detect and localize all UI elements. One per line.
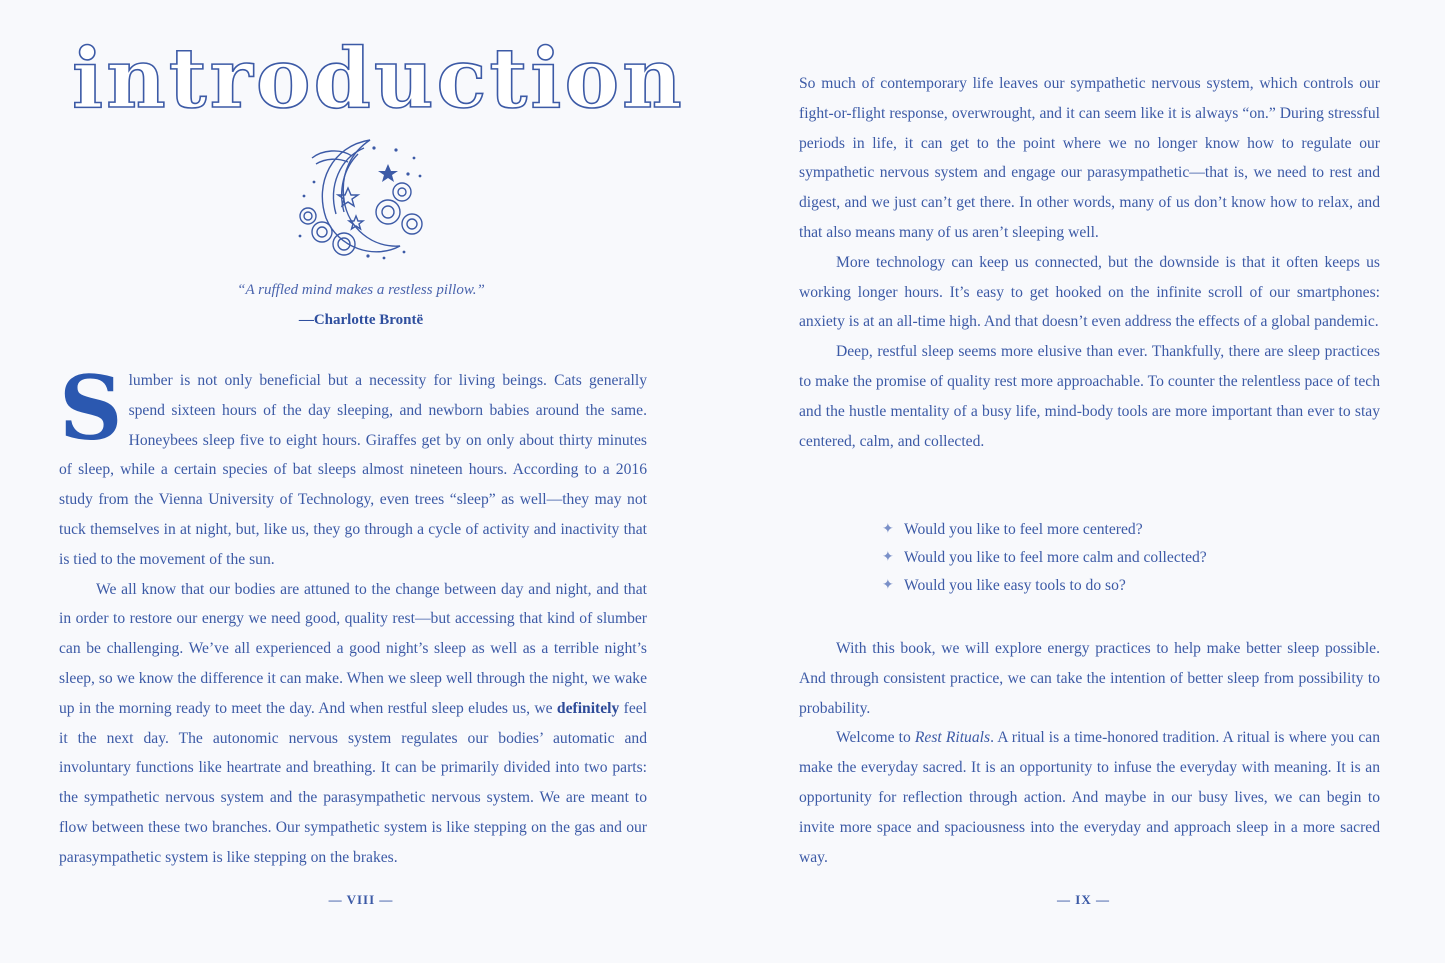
drop-cap: S [59,356,123,460]
question-list [882,516,1207,600]
paragraph: With this book, we will explore energy practices to help make better sleep possible. And through consistent practice, we can take the intention of better sleep from possibility to probability. [799,640,1380,717]
page-number: — VIII — [328,892,394,907]
left-page [0,0,722,963]
sparkle-bullet-icon: ✦ [882,522,894,537]
paragraph [59,575,647,873]
paragraph-text: feel it the next day. The autonomic nervous system regulates our bodies’ automatic and involuntary functions like heartrate and breathing. It can be primarily divided into two parts: the sympathetic nervous system and the parasympathetic nervous system. We are meant to flow between these two branches. Our sympathetic system is like stepping on the gas and our parasympathetic system is like stepping on the brakes. [59,699,647,866]
book-title-text: Rest Rituals [914,729,991,747]
page-number: — IX — [1057,892,1110,907]
right-page [722,0,1445,963]
paragraph: More technology can keep us connected, but the downside is that it often keeps us working longer hours. It’s easy to get hooked on the infinite scroll of our smartphones: anxiety is at an all-time high. And that doesn’t even address the effects of a global pandemic. [799,253,1380,331]
list-item-text: Would you like easy tools to do so? [904,577,1126,594]
paragraph [799,723,1380,872]
sparkle-bullet-icon: ✦ [882,550,894,565]
list-item-text: Would you like to feel more calm and collected? [904,549,1207,566]
emphasis-text: definitely [556,699,620,717]
right-body-text-continued [799,634,1380,872]
left-body-text [59,356,647,873]
right-body-text [799,69,1380,456]
chapter-title: introduction [72,31,685,127]
paragraph-text: lumber is not only beneficial but a necessity for living beings. Cats generally spend sixteen hours of the day sleeping, and newborn babies around the same. Honeybees sleep five to eight hours. Giraffes get by on only about thirty minutes of sleep, while a certain species of bat sleeps almost nineteen hours. According to a 2016 study from the Vienna University of Technology, even trees “sleep” as well—they may not tuck themselves in at night, but, like us, they go through a cycle of activity and inactivity that is tied to the movement of the sun. [59,372,647,568]
paragraph-text: Welcome to [836,729,915,747]
paragraph-text: We all know that our bodies are attuned to the change between day and night, and that in order to restore our energy we need good, quality rest—but accessing that kind of slumber can be challenging. We’ve all experienced a good night’s sleep as well as a terrible night’s sleep, so we know the difference it can make. When we sleep well through the night, we wake up in the morning ready to meet the day. And when restful sleep eludes us, we [59,580,647,717]
crescent-moon-stars-clouds-icon [292,128,432,268]
sparkle-bullet-icon: ✦ [882,578,894,593]
epigraph-attribution: —Charlotte Brontë [298,312,424,328]
epigraph-quote: “A ruffled mind makes a restless pillow.” [237,282,485,298]
list-item [882,516,1207,544]
list-item-text: Would you like to feel more centered? [904,521,1143,538]
paragraph-text: . A ritual is a time-honored tradition. A ritual is where you can make the everyday sacred. It is an opportunity to infuse the everyday with meaning. It is an opportunity for reflection through action. And maybe in our busy lives, we can begin to invite more space and spaciousness into the everyday and approach sleep in a more sacred way. [799,729,1380,866]
paragraph [59,356,647,575]
paragraph: Deep, restful sleep seems more elusive than ever. Thankfully, there are sleep practices to make the promise of quality rest more approachable. To counter the relentless pace of tech and the hustle mentality of a busy life, mind-body tools are more important than ever to stay centered, calm, and collected. [799,343,1380,450]
list-item [882,544,1207,572]
list-item [882,572,1207,600]
paragraph: So much of contemporary life leaves our sympathetic nervous system, which controls our fight-or-flight response, overwrought, and it can seem like it is always “on.” During stressful periods in life, it can get to the point where we no longer know how to regulate our sympathetic nervous system and engage our parasympathetic—that is, we need to rest and digest, and we just can’t get there. In other words, many of us don’t know how to relax, and that also means many of us aren’t sleeping well. [799,75,1380,241]
